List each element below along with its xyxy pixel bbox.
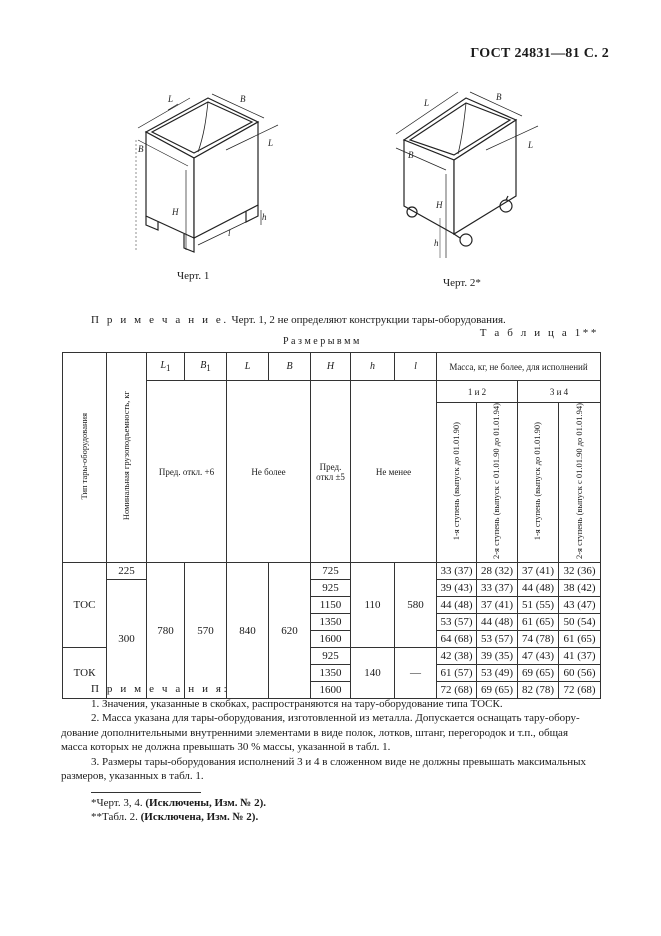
mass-cell: 41 (37) <box>559 648 601 665</box>
capacity-225: 225 <box>107 563 147 580</box>
col-h-header: h <box>351 353 395 381</box>
footnote-divider <box>91 792 201 793</box>
h-toc: 110 <box>351 563 395 648</box>
footnote-1: *Черт. 3, 4. (Исключены, Изм. № 2). <box>91 797 267 809</box>
dim-B1-label: B <box>240 94 246 104</box>
mass-cell: 33 (37) <box>477 580 518 597</box>
mass-cell: 61 (65) <box>518 614 559 631</box>
figure-note-text: Черт. 1, 2 не определяют конструкции тары-оборудования. <box>231 314 506 326</box>
figure-2-drawing <box>388 78 548 268</box>
note-2c: масса которых не должна превышать 30 % массы, указанной в табл. 1. <box>61 741 391 753</box>
mass-cell: 39 (43) <box>437 580 477 597</box>
sub-2a: 2-я ступень (выпуск с 01.01.90 до 01.01.94) <box>477 403 518 563</box>
col-type-header: Тип тары-оборудования <box>63 353 107 563</box>
mass-cell: 60 (56) <box>559 665 601 682</box>
mass-cell: 72 (68) <box>437 682 477 699</box>
note-3a: 3. Размеры тары-оборудования исполнений 3 и 4 в сложенном виде не должны превышать максимальных <box>91 755 587 768</box>
figure-note-prefix: П р и м е ч а н и е. <box>91 314 229 326</box>
notes-block <box>61 682 601 784</box>
figure-note <box>91 314 506 326</box>
figure-1-caption: Черт. 1 <box>177 270 210 282</box>
dim-l-label: l <box>228 228 231 238</box>
H-cell: 925 <box>311 648 351 665</box>
sizes-label: Р а з м е р ы в м м <box>283 336 360 347</box>
fig2-dim-h-label: h <box>434 238 439 248</box>
mass-cell: 43 (47) <box>559 597 601 614</box>
H-cell: 1600 <box>311 682 351 699</box>
figure-2-caption: Черт. 2* <box>443 277 481 289</box>
mass-cell: 38 (42) <box>559 580 601 597</box>
mass-cell: 33 (37) <box>437 563 477 580</box>
h-tok: 140 <box>351 648 395 699</box>
mass-cell: 50 (54) <box>559 614 601 631</box>
B1-value: 570 <box>185 563 227 699</box>
mass-cell: 69 (65) <box>477 682 518 699</box>
sub-2b: 2-я ступень (выпуск с 01.01.90 до 01.01.94) <box>559 403 601 563</box>
mass-cell: 44 (48) <box>477 614 518 631</box>
l-tok: — <box>395 648 437 699</box>
not-more: Не более <box>227 381 311 563</box>
notes-title: П р и м е ч а н и я: <box>91 683 230 695</box>
note-1: 1. Значения, указанные в скобках, распространяются на тару-оборудование типа ТОСК. <box>91 697 503 710</box>
sub-1a: 1-я ступень (выпуск до 01.01.90) <box>437 403 477 563</box>
not-less: Не менее <box>351 381 437 563</box>
dim-L1b-label: L <box>268 138 274 148</box>
table-label: Т а б л и ц а 1** <box>479 327 599 339</box>
dim-L1-label: L <box>168 94 174 104</box>
mass-cell: 53 (57) <box>477 631 518 648</box>
mass-cell: 69 (65) <box>518 665 559 682</box>
col-L1-header: $L_1$ <box>147 353 185 381</box>
col-l-header: l <box>395 353 437 381</box>
figure-1-drawing <box>128 80 298 260</box>
tol-plus6: Пред. откл. +6 <box>147 381 227 563</box>
dimensions-table <box>62 352 601 699</box>
fig2-dim-L-label: L <box>424 98 430 108</box>
mass-cell: 61 (65) <box>559 631 601 648</box>
fig2-dim-B1-label: B <box>496 92 502 102</box>
group-34: 3 и 4 <box>518 381 601 403</box>
col-mass-header: Масса, кг, не более, для исполнений <box>437 353 601 381</box>
mass-cell: 61 (57) <box>437 665 477 682</box>
mass-cell: 82 (78) <box>518 682 559 699</box>
mass-cell: 47 (43) <box>518 648 559 665</box>
footnote-2: **Табл. 2. (Исключена, Изм. № 2). <box>91 811 259 823</box>
mass-cell: 28 (32) <box>477 563 518 580</box>
sub-1b: 1-я ступень (выпуск до 01.01.90) <box>518 403 559 563</box>
type-toc: ТОС <box>63 563 107 648</box>
mass-cell: 74 (78) <box>518 631 559 648</box>
col-H-header: H <box>311 353 351 381</box>
L1-value: 780 <box>147 563 185 699</box>
group-12: 1 и 2 <box>437 381 518 403</box>
mass-cell: 44 (48) <box>518 580 559 597</box>
mass-cell: 42 (38) <box>437 648 477 665</box>
fig2-dim-B-label: B <box>408 150 414 160</box>
fig2-dim-H-label: H <box>436 200 443 210</box>
mass-cell: 39 (35) <box>477 648 518 665</box>
page-header: ГОСТ 24831—81 С. 2 <box>470 46 609 61</box>
mass-cell: 64 (68) <box>437 631 477 648</box>
mass-cell: 72 (68) <box>559 682 601 699</box>
H-cell: 1350 <box>311 665 351 682</box>
col-L-header: L <box>227 353 269 381</box>
mass-cell: 53 (49) <box>477 665 518 682</box>
mass-cell: 32 (36) <box>559 563 601 580</box>
H-cell: 925 <box>311 580 351 597</box>
fig2-dim-L1-label: L <box>528 140 534 150</box>
capacity-300: 300 <box>107 580 147 699</box>
col-B1-header: $B_1$ <box>185 353 227 381</box>
note-2b: дование дополнительными внутренними элементами в виде полок, лотков, штанг, перегородок и т.п., общая <box>61 726 568 739</box>
L-value: 840 <box>227 563 269 699</box>
H-cell: 1350 <box>311 614 351 631</box>
H-cell: 1150 <box>311 597 351 614</box>
table-row <box>63 563 601 580</box>
col-capacity-header: Номинальная грузоподъемность, кг <box>107 353 147 563</box>
mass-cell: 37 (41) <box>477 597 518 614</box>
H-cell: 725 <box>311 563 351 580</box>
type-tok: ТОК <box>63 648 107 699</box>
mass-cell: 51 (55) <box>518 597 559 614</box>
mass-cell: 44 (48) <box>437 597 477 614</box>
note-2a: 2. Масса указана для тары-оборудования, изготовленной из металла. Допускается оснащать тару-обору- <box>91 712 580 724</box>
mass-cell: 37 (41) <box>518 563 559 580</box>
mass-cell: 53 (57) <box>437 614 477 631</box>
H-cell: 1600 <box>311 631 351 648</box>
dim-h-label: h <box>262 212 267 222</box>
table-row <box>63 580 601 597</box>
dim-H-label: H <box>172 207 179 217</box>
B-value: 620 <box>269 563 311 699</box>
dim-B-label: B <box>138 144 144 154</box>
col-B-header: B <box>269 353 311 381</box>
note-3b: размеров, указанных в табл. 1. <box>61 770 204 782</box>
tol-pm5: Пред. откл ±5 <box>311 381 351 563</box>
l-toc: 580 <box>395 563 437 648</box>
